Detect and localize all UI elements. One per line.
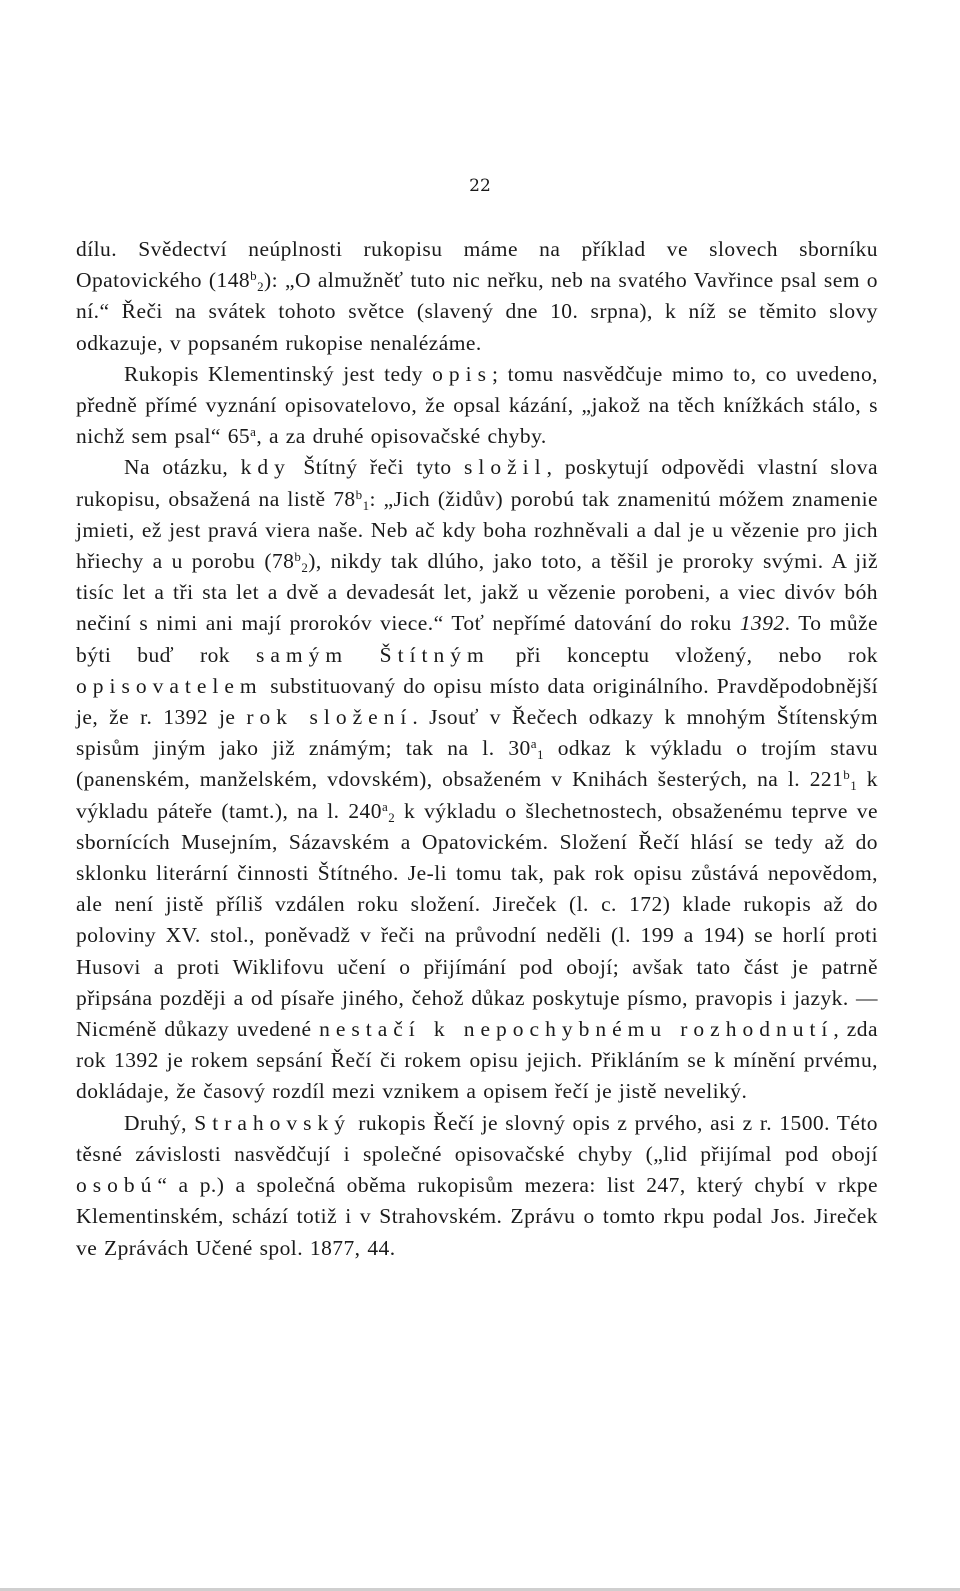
spaced-emphasis: osobú xyxy=(76,1173,158,1198)
paragraph-3: Na otázku, kdy Štítný řeči tyto složil, poskytují odpovědi vlastní slova rukopisu, obsažená na listě $78^b_1$: „Jich (židův) porobú tak znamenitú móžem znamenie jmieti, ež jest pravá viera naše. Neb ač kdy boha rozhněvali a dal je u vězenie pro jich hřiechy a u porobu $(78^b_2)$, nikdy tak dlúho, jako toto, a těšil je proroky svými. A již tisíc let a tři sta let a dvě a devadesát let, jakž u vězenie porobeni, a viec divóv bóh nečiní s nimi ani mají prorokóv viece.“ Toť nepřímé datování do roku 1392. To může býti buď rok samým Štítným při konceptu vložený, nebo rok opisovatelem substituovaný do opisu místo data originálního. Pravděpodobnější je, že r. 1392 je rok složení. Jsouť v Řečech odkazy k mnohým Štítenským spisům jiným jako již známým; tak na l. $30^a_1$ odkaz k výkladu o trojím stavu (panenském, manželském, vdovském), obsaženém v Knihách šesterých, na l. $221^b_1$ k výkladu páteře (tamt.), na l. $240^a_2$ k výkladu o šlechetnostech, obsaženému teprve ve sbornících Musejním, Sázavském a Opatovickém. Složení Řečí hlásí se tedy až do sklonku literární činnosti Štítného. Je-li tomu tak, pak rok opisu zůstává nepovědom, ale není jistě příliš vzdálen roku složení. Jireček (l. c. 172) klade rukopis až do poloviny XV. stol., poněvadž v řeči na průvodní neděli (l. 199 a 194) se horlí proti Husovi a proti Wiklifovu učení o přijímání pod obojí; avšak tato část je patrně připsána později a od písaře jiného, čehož důkaz poskytuje písmo, pravopis i jazyk. — Nicméně důkazy uvedené nestačí k nepochybnému rozhodnutí, zda rok 1392 je rokem sepsání Řečí či rokem opisu jejich. Přikláním se k mínění prvému, dokládaje, že časový rozdíl mezi vznikem a opisem řečí je jistě neveliký. xyxy=(76,455,879,1104)
spaced-emphasis: složil xyxy=(464,455,547,480)
spaced-emphasis: opisovatelem xyxy=(76,673,263,698)
paragraph-2: Rukopis Klementinský jest tedy opis; tomu nasvědčuje mimo to, co uvedeno, předně přímé vyznání opisovatelovo, že opsal kázání, „jakož na těch knížkách stálo, s nichž sem psal“ 65$^a$, a za druhé opisovačské chyby. xyxy=(76,361,878,449)
page-number: 22 xyxy=(469,176,491,196)
body-text xyxy=(76,234,878,1264)
paragraph-1: dílu. Svědectví neúplnosti rukopisu máme na příklad ve slovech sborníku Opatovického $(148^b_2)$: „O almužněť tuto nic neřku, neb na svatého Vavřince psal sem o ní.“ Řeči na svátek tohoto světce (slavený dne 10. srpna), k níž se těmito slovy odkazuje, v popsaném rukopise nenalézáme. xyxy=(76,237,878,355)
spaced-emphasis: samým Štítným xyxy=(256,642,490,667)
spaced-emphasis: nestačí k nepochybnému rozhodnutí xyxy=(319,1017,834,1042)
italic-year: 1392 xyxy=(739,611,785,636)
spaced-emphasis: Strahovský xyxy=(194,1110,352,1135)
spaced-emphasis: rok složení xyxy=(246,705,413,730)
spaced-emphasis: kdy xyxy=(240,455,291,480)
spaced-emphasis: opis xyxy=(432,361,492,386)
paragraph-4: Druhý, Strahovský rukopis Řečí je slovný opis z prvého, asi z r. 1500. Této těsné závislosti nasvědčují i společné opisovačské chyby („lid přijímal pod obojí osobú“ a p.) a společná oběma rukopisům mezera: list 247, který chybí v rkpe Klementinském, schází totiž i v Strahovském. Zprávu o tomto rkpu podal Jos. Jireček ve Zprávách Učené spol. 1877, 44. xyxy=(76,1110,878,1260)
